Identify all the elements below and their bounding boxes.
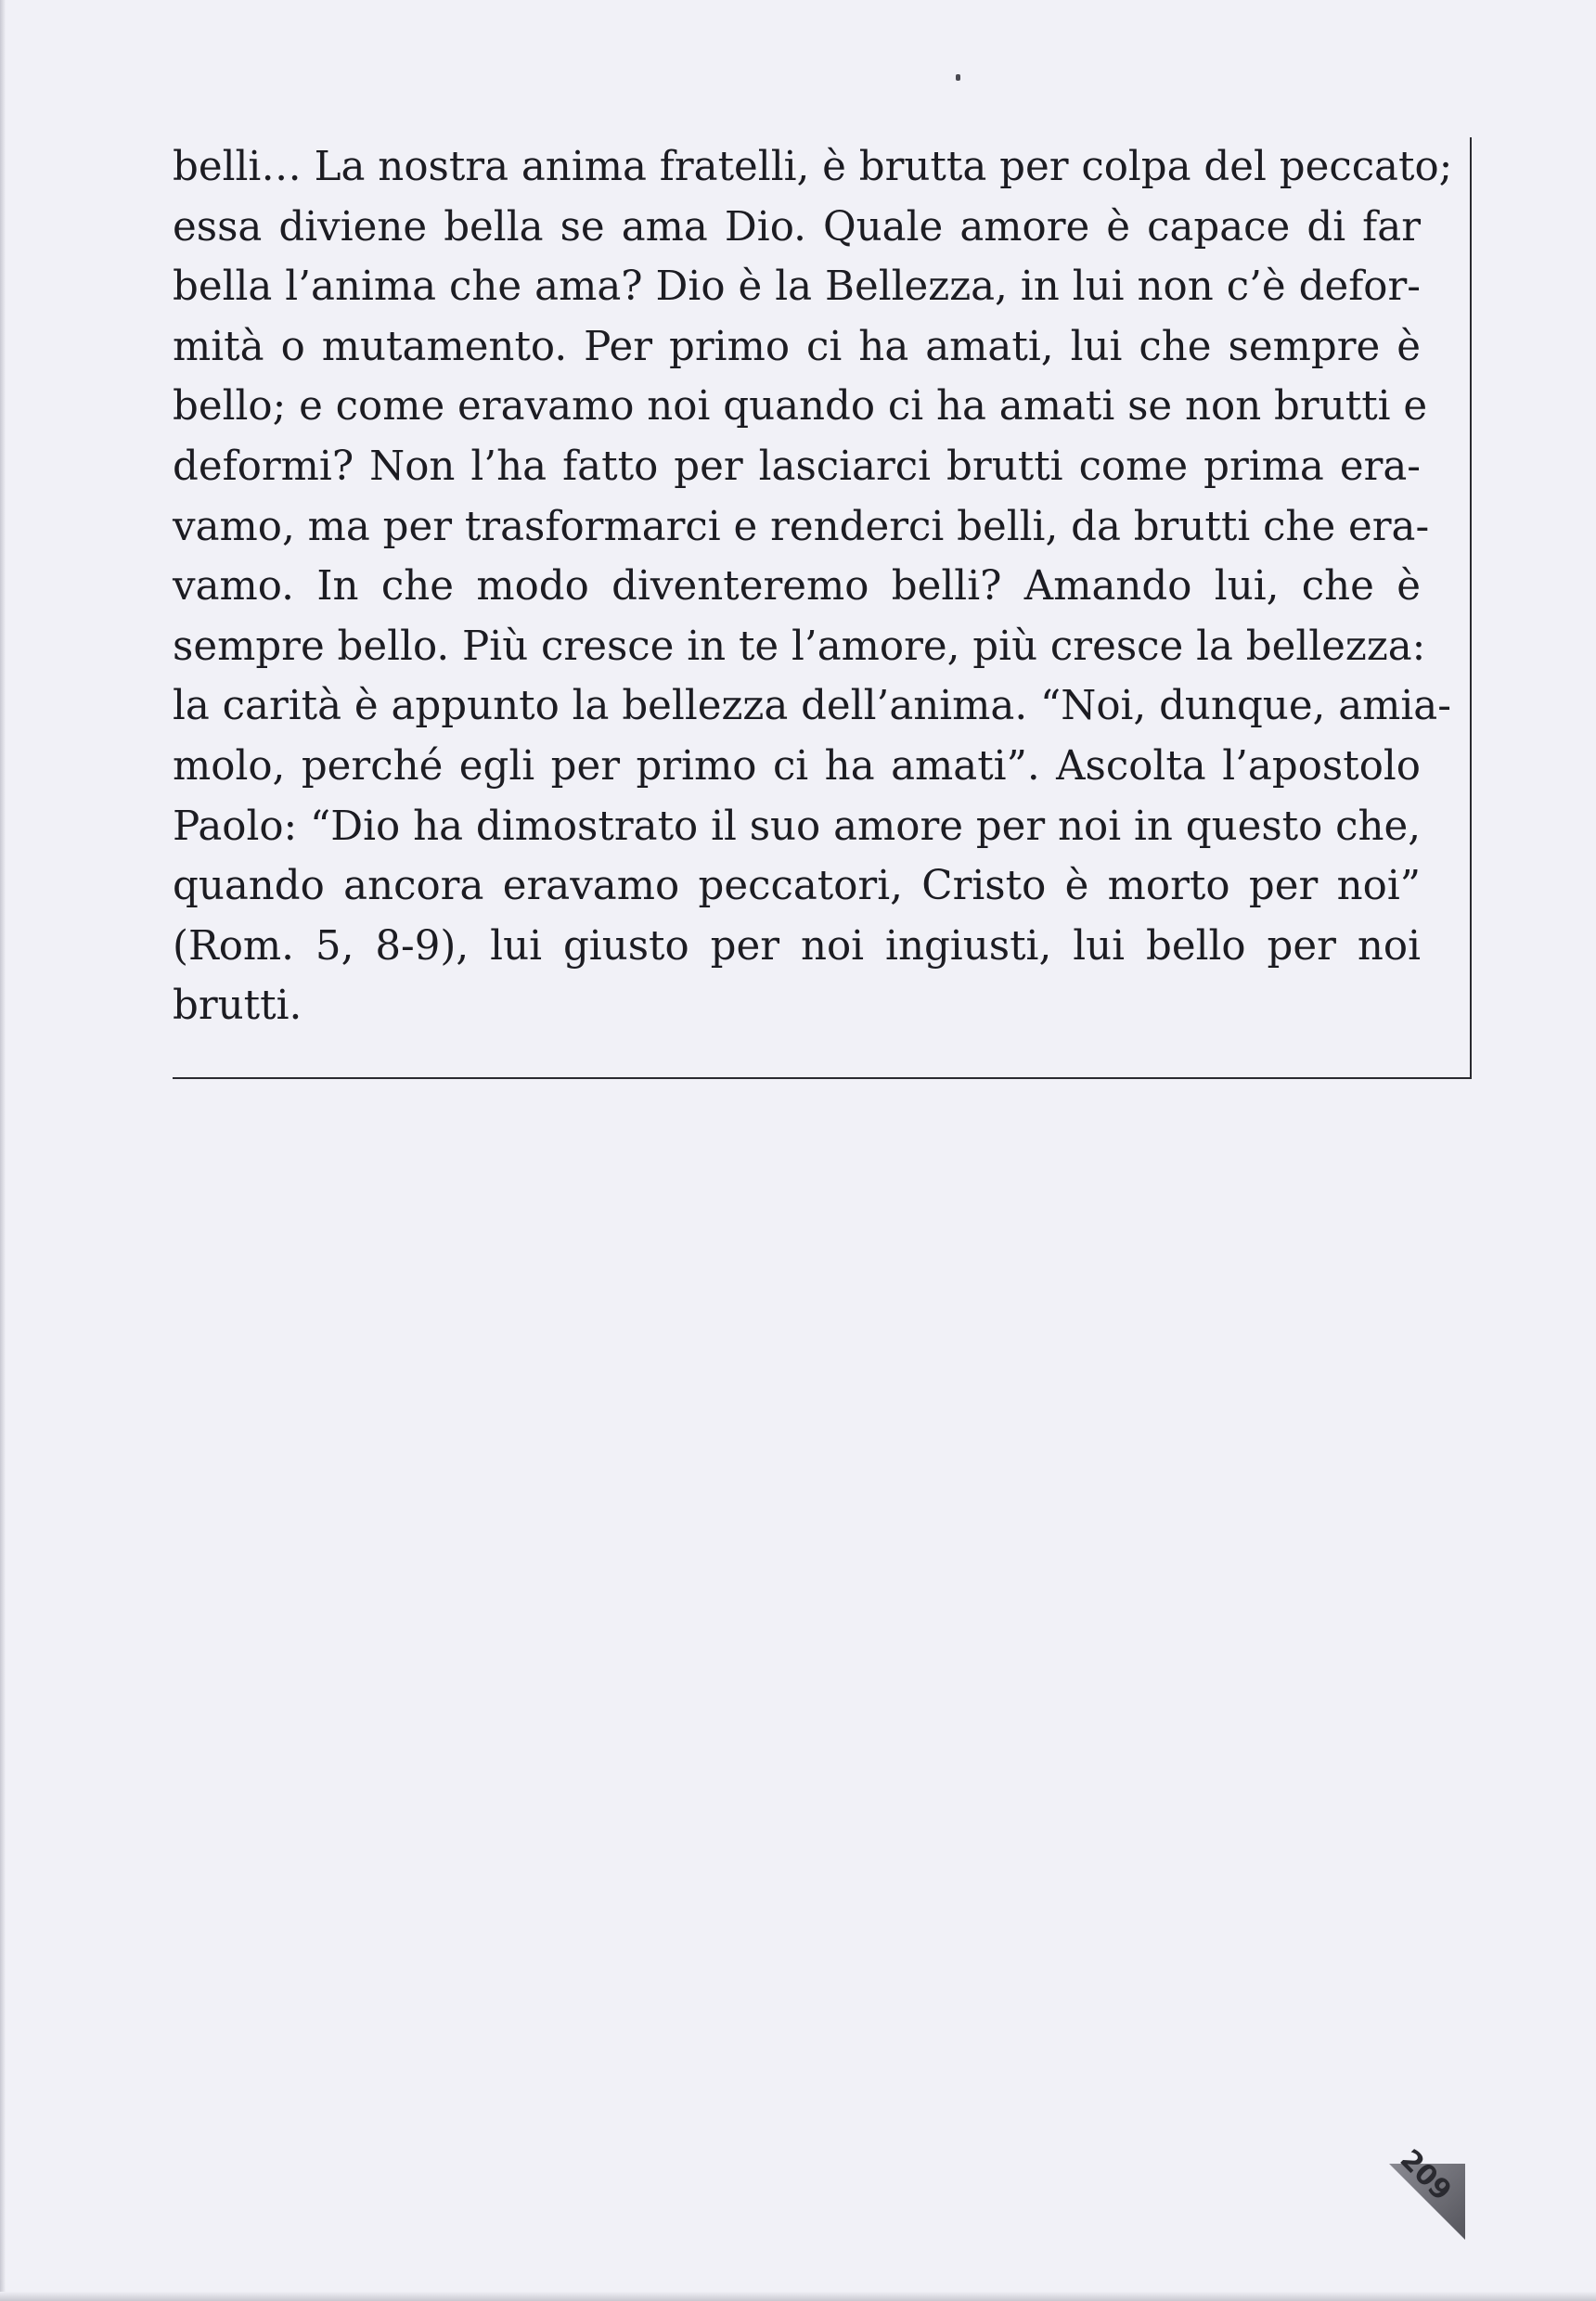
passage-line: mità o mutamento. Per primo ci ha amati, lui che sempre è [173,323,1421,370]
passage-line: deformi? Non l’ha fatto per lasciarci brutti come prima era- [173,443,1421,490]
passage-line: molo, perché egli per primo ci ha amati”. Ascolta l’apostolo [173,742,1421,790]
passage-line: belli… La nostra anima fratelli, è brutta per colpa del peccato; [173,144,1453,190]
passage-line: bella l’anima che ama? Dio è la Bellezza, in lui non c’è defor- [173,264,1421,311]
passage-line: la carità è appunto la bellezza dell’anima. “Noi, dunque, amia- [173,683,1451,730]
page-number: 209 [1393,2143,1458,2208]
passage-line: quando ancora eravamo peccatori, Cristo è morto per noi” [173,863,1421,910]
quote-passage [173,137,1453,1036]
passage-line: vamo. In che modo diventeremo belli? Amando lui, che è [173,563,1421,611]
passage-line: bello; e come eravamo noi quando ci ha amati se non brutti e [173,383,1428,431]
scan-speck [956,74,960,81]
quote-box [173,137,1472,1079]
passage-line: Paolo: “Dio ha dimostrato il suo amore per noi in questo che, [173,803,1422,850]
passage-line: brutti. [173,983,302,1030]
page-left-edge [0,0,6,2301]
passage-line: essa diviene bella se ama Dio. Quale amore è capace di far [173,203,1421,251]
passage-line: vamo, ma per trasformarci e renderci belli, da brutti che era- [173,503,1430,550]
passage-line: sempre bello. Più cresce in te l’amore, più cresce la bellezza: [173,623,1426,670]
page-bottom-edge [0,2292,1596,2301]
passage-line: (Rom. 5, 8-9), lui giusto per noi ingiusti, lui bello per noi [173,922,1421,970]
